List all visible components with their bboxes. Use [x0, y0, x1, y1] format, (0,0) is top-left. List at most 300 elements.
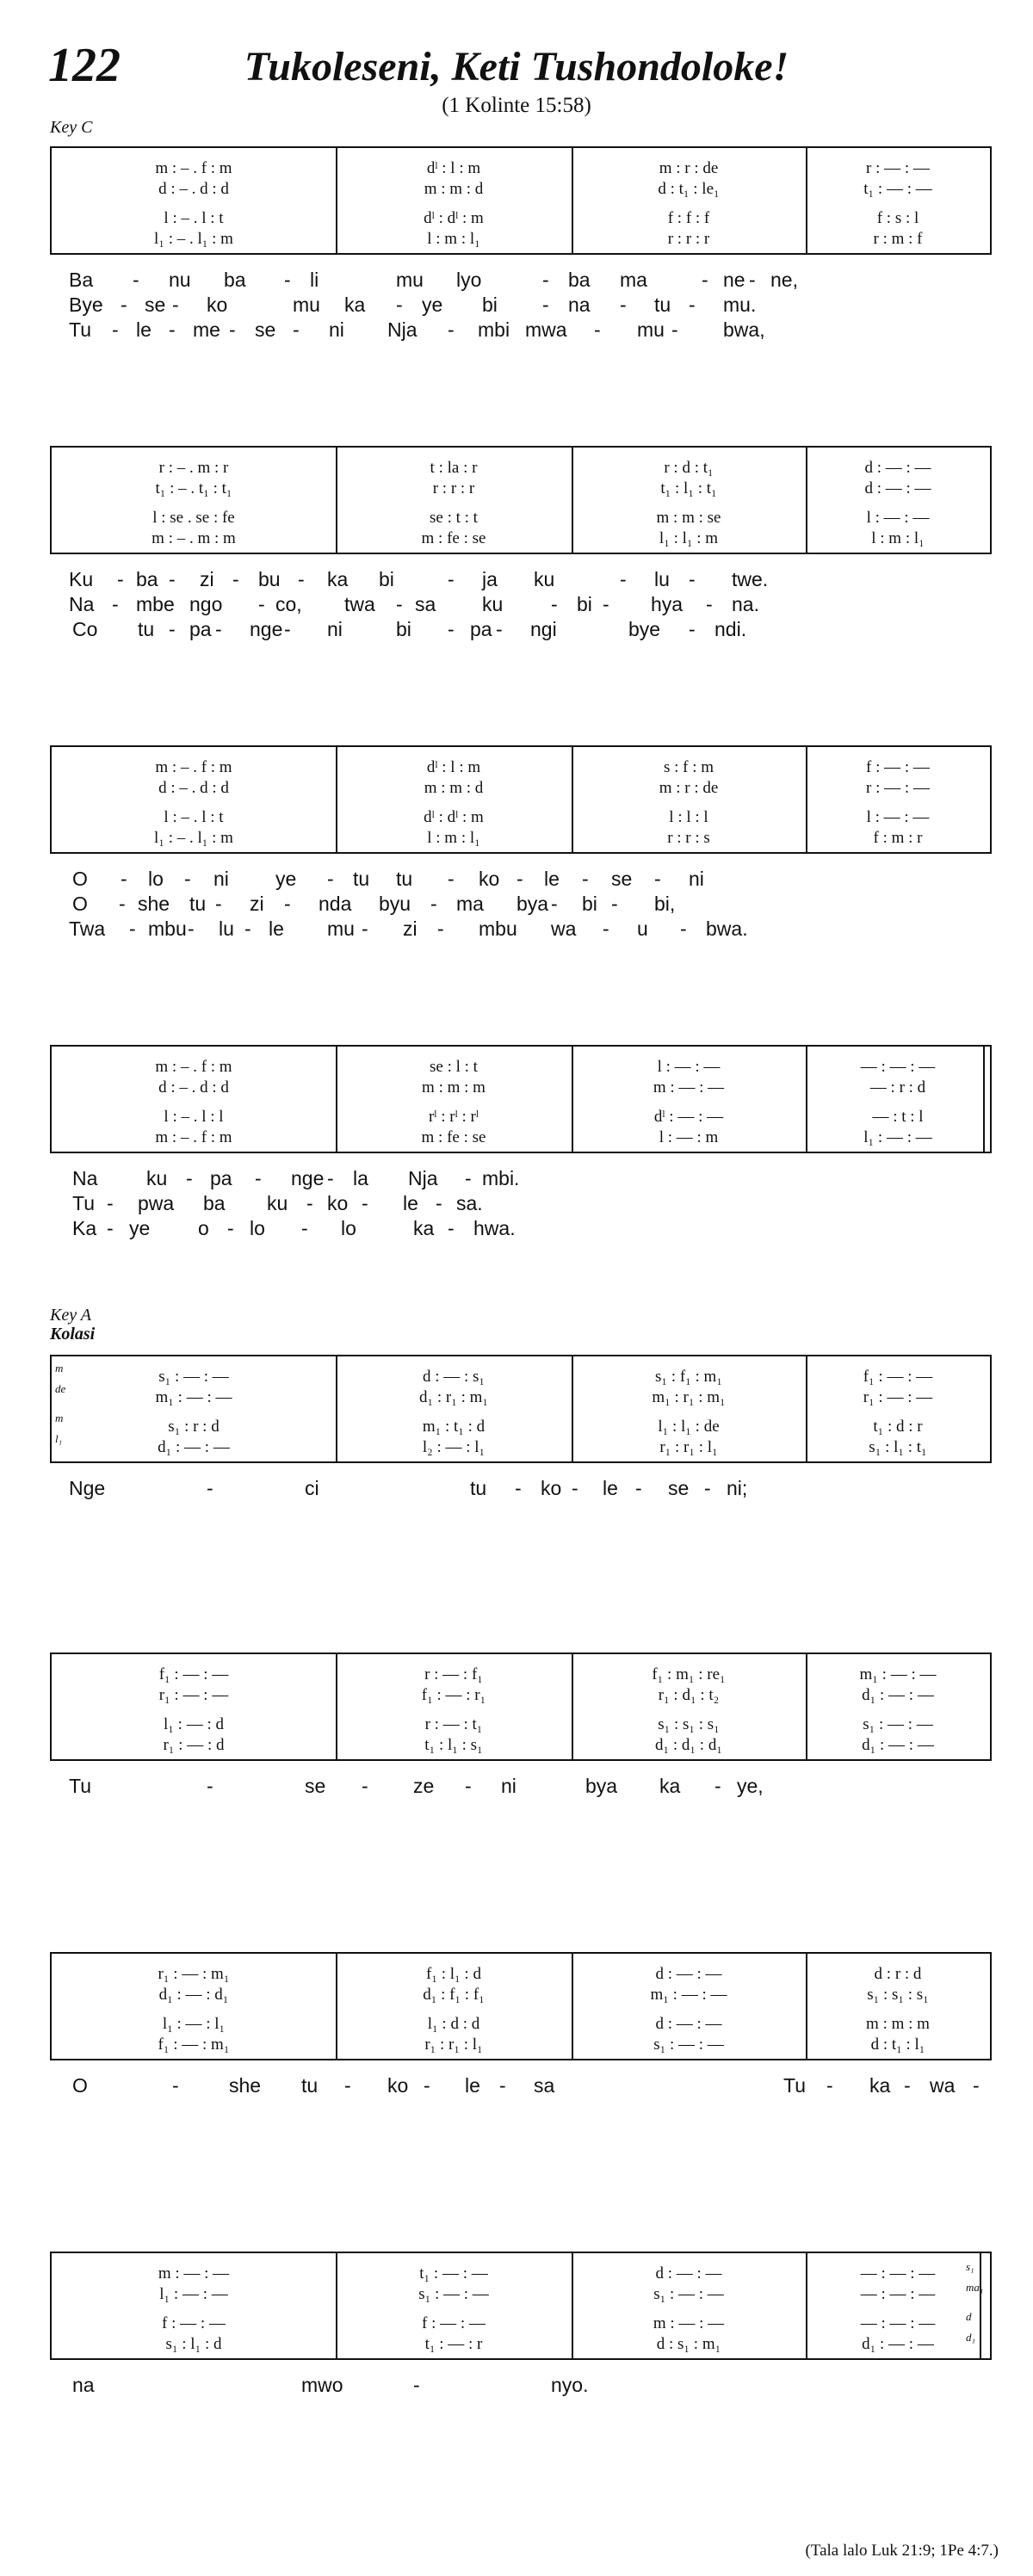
- lyric-syllable: le: [136, 318, 152, 341]
- measure-notes: r₁ : r₁ : l₁: [424, 2035, 483, 2054]
- lyric-syllable: mbu: [479, 917, 517, 940]
- lyric-line: [0, 1165, 1033, 1191]
- lyric-syllable: -: [551, 593, 558, 615]
- lyric-syllable: -: [362, 917, 368, 940]
- measure-notes: s₁ : l₁ : d: [165, 2335, 222, 2353]
- music-system-2: [50, 446, 992, 554]
- hymn-number: 122: [48, 39, 121, 92]
- lyric-line: [0, 317, 1033, 343]
- lyric-syllable: -: [227, 1217, 234, 1239]
- lyric-syllable: -: [184, 868, 191, 890]
- lyric-syllable: ni: [329, 318, 344, 341]
- measure-notes: d : — : s₁: [422, 1368, 486, 1386]
- measure-notes: f₁ : — : —: [158, 1665, 229, 1683]
- lyric-syllable: pwa: [138, 1192, 175, 1214]
- lyric-syllable: lo: [250, 1217, 265, 1239]
- lyric-syllable: mu.: [723, 293, 757, 316]
- lyric-syllable: -: [448, 1217, 455, 1239]
- lyric-syllable: -: [107, 1192, 114, 1214]
- measure-notes: s₁ : — : —: [653, 2285, 724, 2303]
- hymn-title: Tukoleseni, Keti Tushondoloke!: [244, 44, 789, 90]
- lyric-syllable: ba: [136, 568, 158, 590]
- lyric-syllable: -: [499, 2074, 506, 2097]
- measure-notes: d : — : —: [655, 2264, 722, 2283]
- measure-notes: s₁ : s₁ : s₁: [867, 1986, 929, 2004]
- measure-notes: — : — : —: [860, 1058, 936, 1076]
- lyric-syllable: -: [396, 593, 403, 615]
- measure-notes: r : — : f₁: [424, 1665, 483, 1683]
- scripture-reference: (1 Kolinte 15:58): [442, 94, 591, 117]
- lyric-syllable: ma: [456, 893, 484, 915]
- lyric-syllable: -: [448, 868, 455, 890]
- measure-notes: m₁ : r₁ : m₁: [652, 1388, 726, 1406]
- lyric-syllable: -: [496, 618, 503, 640]
- lyric-syllable: -: [186, 1167, 193, 1189]
- lyric-syllable: -: [430, 893, 437, 915]
- lyric-syllable: twe.: [732, 568, 769, 590]
- lyric-syllable: O: [72, 868, 88, 890]
- measure-notes: l₁ : d : d: [427, 2015, 480, 2033]
- lyric-line: [0, 1190, 1033, 1216]
- lyric-syllable: -: [255, 1167, 262, 1189]
- lyric-line: [0, 591, 1033, 617]
- measure-notes: f : m : r: [873, 829, 923, 847]
- measure-notes: m₁ : — : —: [650, 1986, 727, 2004]
- lyric-syllable: na.: [732, 593, 759, 615]
- measure-notes: m₁ : — : —: [155, 1388, 232, 1406]
- measure-notes: t₁ : l₁ : s₁: [424, 1736, 483, 1754]
- measure-notes: s₁ : — : —: [863, 1715, 933, 1733]
- measure-notes: l : — : m: [659, 1128, 719, 1146]
- lyric-syllable: tu: [654, 293, 671, 316]
- lyric-syllable: ba: [224, 269, 246, 291]
- lyric-syllable: -: [714, 1775, 721, 1797]
- lyric-syllable: -: [121, 293, 127, 316]
- modulation-label: de: [55, 1382, 66, 1395]
- measure-notes: s₁ : l₁ : t₁: [869, 1438, 927, 1456]
- lyric-syllable: ko: [479, 868, 500, 890]
- voice-part-4: [52, 1437, 990, 1458]
- lyric-syllable: le: [603, 1477, 618, 1499]
- lyric-syllable: -: [749, 269, 756, 291]
- measure-notes: d : t₁ : le₁: [658, 180, 720, 198]
- lyric-syllable: -: [551, 893, 558, 915]
- lyric-syllable: -: [172, 293, 179, 316]
- lyric-syllable: ni: [327, 618, 343, 640]
- measure-notes: r₁ : — : —: [158, 1686, 229, 1704]
- modulation-label: s₁: [966, 2260, 974, 2273]
- lyric-syllable: se: [611, 868, 633, 890]
- lyric-syllable: -: [448, 618, 455, 640]
- voice-part-3: [52, 1107, 990, 1127]
- lyric-syllable: Na: [72, 1167, 98, 1189]
- measure-notes: s₁ : — : —: [653, 2035, 724, 2054]
- measure-notes: d : – . d : d: [158, 180, 229, 198]
- lyric-line: [0, 616, 1033, 642]
- voice-part-1: [52, 458, 990, 479]
- lyric-line: [0, 566, 1033, 592]
- modulation-label: d: [966, 2310, 972, 2323]
- voice-part-1: [52, 2264, 990, 2284]
- music-system-5: [50, 1355, 992, 1463]
- lyric-syllable: hya: [651, 593, 684, 615]
- measure-notes: d : — : —: [655, 1965, 722, 1983]
- lyric-syllable: -: [117, 568, 124, 590]
- lyric-syllable: ni: [213, 868, 229, 890]
- lyric-syllable: -: [169, 568, 176, 590]
- voice-part-2: [52, 1685, 990, 1706]
- lyric-syllable: zi: [403, 917, 418, 940]
- measure-notes: l₁ : — : —: [159, 2285, 228, 2303]
- measure-notes: r : r : r: [432, 479, 475, 497]
- measure-notes: f : — : —: [866, 758, 930, 776]
- lyric-syllable: she: [138, 893, 170, 915]
- lyric-syllable: -: [284, 618, 291, 640]
- measure-notes: t₁ : — : —: [419, 2264, 488, 2283]
- lyric-syllable: -: [293, 318, 300, 341]
- measure-notes: d : t₁ : l₁: [870, 2035, 925, 2054]
- measure-notes: r : d : t₁: [664, 459, 714, 477]
- lyric-syllable: mu: [637, 318, 665, 341]
- voice-part-3: [52, 1714, 990, 1735]
- measure-notes: m : – . f : m: [155, 1128, 232, 1146]
- lyric-syllable: -: [706, 593, 713, 615]
- lyric-syllable: sa: [415, 593, 436, 615]
- voice-part-4: [52, 1735, 990, 1756]
- lyric-syllable: se: [305, 1775, 326, 1797]
- lyric-syllable: tu: [189, 893, 207, 915]
- lyric-syllable: zi: [200, 568, 214, 590]
- lyric-syllable: lu: [219, 917, 234, 940]
- modulation-label: m: [55, 1412, 64, 1424]
- lyric-syllable: -: [396, 293, 403, 316]
- lyric-syllable: Ku: [69, 568, 94, 590]
- lyric-syllable: ka: [413, 1217, 435, 1239]
- lyric-syllable: ko: [387, 2074, 409, 2097]
- lyric-syllable: nyo.: [551, 2374, 589, 2396]
- lyric-line: [0, 1475, 1033, 1501]
- lyric-syllable: tu: [470, 1477, 487, 1499]
- lyric-syllable: -: [680, 917, 687, 940]
- lyric-syllable: ni: [501, 1775, 516, 1797]
- measure-notes: l : se . se : fe: [152, 509, 235, 527]
- lyric-syllable: le: [269, 917, 284, 940]
- lyric-syllable: ze: [413, 1775, 435, 1797]
- lyric-syllable: ye: [422, 293, 443, 316]
- measure-notes: f₁ : — : —: [863, 1368, 933, 1386]
- measure-notes: — : — : —: [860, 2264, 936, 2283]
- lyric-syllable: mbi.: [482, 1167, 520, 1189]
- lyric-syllable: ka: [327, 568, 349, 590]
- measure-notes: r : m : f: [873, 230, 923, 248]
- measure-notes: t₁ : – . t₁ : t₁: [155, 479, 232, 497]
- voice-part-1: [52, 158, 990, 179]
- lyric-syllable: -: [448, 568, 455, 590]
- lyric-syllable: mu: [327, 917, 355, 940]
- measure-notes: l : m : l₁: [427, 829, 480, 847]
- lyric-syllable: na: [568, 293, 591, 316]
- measure-notes: d : — : —: [864, 459, 931, 477]
- lyric-line: [0, 916, 1033, 942]
- measure-notes: se : l : t: [430, 1058, 478, 1076]
- lyric-syllable: -: [232, 568, 239, 590]
- lyric-syllable: se: [668, 1477, 690, 1499]
- measure-notes: m : – . f : m: [155, 758, 232, 776]
- lyric-syllable: twa: [344, 593, 375, 615]
- lyric-syllable: Twa: [69, 917, 106, 940]
- measure-notes: r₁ : — : —: [863, 1388, 933, 1406]
- measure-notes: d₁ : d₁ : d₁: [655, 1736, 722, 1754]
- lyric-syllable: li: [310, 269, 319, 291]
- measure-notes: m : m : m: [422, 1078, 486, 1096]
- measure-notes: d : — : —: [864, 479, 931, 497]
- measure-notes: l₁ : – . l₁ : m: [154, 230, 233, 248]
- lyric-syllable: me: [193, 318, 220, 341]
- lyric-syllable: Tu: [69, 1775, 91, 1797]
- measure-notes: rˡ : rˡ : rˡ: [428, 1108, 479, 1126]
- lyric-syllable: -: [603, 917, 609, 940]
- lyric-syllable: ka: [659, 1775, 681, 1797]
- lyric-syllable: -: [284, 269, 291, 291]
- measure-notes: l₁ : l₁ : m: [659, 529, 719, 547]
- lyric-syllable: wa: [551, 917, 577, 940]
- measure-notes: dˡ : l : m: [426, 758, 481, 776]
- lyric-syllable: mu: [293, 293, 320, 316]
- lyric-syllable: Ka: [72, 1217, 97, 1239]
- measure-notes: — : — : —: [860, 2285, 936, 2303]
- lyric-syllable: mu: [396, 269, 424, 291]
- measure-notes: m : fe : se: [421, 529, 486, 547]
- lyric-syllable: -: [284, 893, 291, 915]
- lyric-syllable: ku: [534, 568, 555, 590]
- measure-notes: d : — : —: [655, 2015, 722, 2033]
- measure-notes: r₁ : r₁ : l₁: [659, 1438, 718, 1456]
- lyric-syllable: nge: [291, 1167, 325, 1189]
- lyric-syllable: Tu: [69, 318, 91, 341]
- voice-part-4: [52, 528, 990, 549]
- music-system-4: [50, 1045, 992, 1153]
- lyric-syllable: -: [258, 593, 265, 615]
- lyric-syllable: Na: [69, 593, 95, 615]
- lyric-syllable: le: [403, 1192, 418, 1214]
- lyric-syllable: tu: [301, 2074, 319, 2097]
- lyric-syllable: -: [515, 1477, 522, 1499]
- voice-part-3: [52, 807, 990, 828]
- lyric-syllable: -: [229, 318, 236, 341]
- chorus-label: Kolasi: [50, 1325, 96, 1344]
- measure-notes: m : — : —: [653, 2314, 725, 2332]
- lyric-syllable: -: [671, 318, 678, 341]
- modulation-label: l₁: [55, 1432, 63, 1445]
- measure-notes: r : r : r: [667, 230, 710, 248]
- lyric-syllable: -: [437, 917, 444, 940]
- modulation-label: d₁: [966, 2331, 976, 2344]
- lyric-syllable: nda: [319, 893, 352, 915]
- lyric-syllable: bwa,: [723, 318, 765, 341]
- lyric-syllable: bi: [577, 593, 592, 615]
- lyric-syllable: pa: [470, 618, 492, 640]
- lyric-syllable: bya: [585, 1775, 618, 1797]
- measure-notes: d₁ : — : —: [158, 1438, 230, 1456]
- lyric-syllable: -: [362, 1775, 368, 1797]
- lyric-syllable: -: [112, 318, 119, 341]
- measure-notes: m : – . f : m: [155, 1058, 232, 1076]
- lyric-syllable: -: [572, 1477, 578, 1499]
- lyric-syllable: zi: [250, 893, 264, 915]
- lyric-syllable: -: [635, 1477, 642, 1499]
- voice-part-4: [52, 828, 990, 849]
- measure-notes: f : — : —: [162, 2314, 226, 2332]
- voice-part-3: [52, 508, 990, 528]
- measure-notes: t : la : r: [430, 459, 478, 477]
- measure-notes: m : – . m : m: [152, 529, 236, 547]
- lyric-syllable: -: [119, 893, 126, 915]
- lyric-syllable: -: [582, 868, 589, 890]
- lyric-syllable: -: [172, 2074, 179, 2097]
- lyric-line: [0, 2372, 1033, 2398]
- measure-notes: f : f : f: [667, 209, 710, 227]
- modulation-label: m: [55, 1362, 64, 1374]
- lyric-syllable: -: [542, 293, 549, 316]
- lyric-syllable: -: [516, 868, 523, 890]
- voice-part-2: [52, 1387, 990, 1408]
- lyric-syllable: -: [436, 1192, 442, 1214]
- lyric-syllable: -: [448, 318, 455, 341]
- lyric-syllable: O: [72, 893, 88, 915]
- measure-notes: l : — : —: [657, 1058, 721, 1076]
- lyric-syllable: lu: [654, 568, 670, 590]
- measure-notes: — : r : d: [869, 1078, 926, 1096]
- lyric-syllable: mwa: [525, 318, 567, 341]
- measure-notes: m₁ : t₁ : d: [422, 1418, 486, 1436]
- measure-notes: d : s₁ : m₁: [656, 2335, 721, 2353]
- lyric-syllable: Co: [72, 618, 98, 640]
- lyric-syllable: ye: [129, 1217, 151, 1239]
- measure-notes: s₁ : — : —: [418, 2285, 489, 2303]
- measure-notes: r : — : —: [866, 159, 930, 177]
- verse-key-label: Key C: [50, 118, 93, 137]
- measure-notes: m : – . f : m: [155, 159, 232, 177]
- lyric-syllable: ne: [723, 269, 745, 291]
- lyric-syllable: -: [362, 1192, 368, 1214]
- measure-notes: r : — : t₁: [424, 1715, 483, 1733]
- lyric-syllable: -: [215, 893, 222, 915]
- lyric-syllable: ko: [207, 293, 228, 316]
- measure-notes: s₁ : r : d: [168, 1418, 220, 1436]
- lyric-syllable: -: [594, 318, 601, 341]
- lyric-syllable: -: [654, 868, 661, 890]
- lyric-syllable: bi,: [654, 893, 676, 915]
- lyric-syllable: bu: [258, 568, 281, 590]
- music-system-3: [50, 745, 992, 854]
- lyric-syllable: mbu: [148, 917, 187, 940]
- measure-notes: d : r : d: [874, 1965, 922, 1983]
- voice-part-3: [52, 208, 990, 229]
- lyric-line: [0, 267, 1033, 293]
- voice-part-2: [52, 778, 990, 799]
- lyric-syllable: Tu: [783, 2074, 806, 2097]
- measure-notes: r : — : —: [866, 779, 930, 797]
- lyric-syllable: -: [465, 1775, 472, 1797]
- measure-notes: s : f : m: [663, 758, 714, 776]
- measure-notes: m : m : d: [424, 180, 484, 198]
- voice-part-3: [52, 2313, 990, 2334]
- lyric-syllable: -: [465, 1167, 472, 1189]
- lyric-syllable: -: [306, 1192, 313, 1214]
- lyric-syllable: -: [169, 318, 176, 341]
- lyric-syllable: -: [826, 2074, 833, 2097]
- lyric-syllable: ka: [344, 293, 366, 316]
- lyric-syllable: pa: [210, 1167, 232, 1189]
- lyric-syllable: -: [603, 593, 609, 615]
- measure-notes: f₁ : — : m₁: [158, 2035, 230, 2054]
- lyric-syllable: -: [207, 1477, 213, 1499]
- lyric-syllable: O: [72, 2074, 88, 2097]
- voice-part-1: [52, 757, 990, 778]
- lyric-syllable: bi: [482, 293, 498, 316]
- lyric-syllable: -: [689, 293, 696, 316]
- lyric-syllable: nge: [250, 618, 283, 640]
- music-system-7: [50, 1952, 992, 2060]
- measure-notes: m : m : m: [866, 2015, 930, 2033]
- lyric-syllable: hwa.: [473, 1217, 516, 1239]
- lyric-syllable: bi: [396, 618, 411, 640]
- lyric-syllable: -: [133, 269, 139, 291]
- lyric-line: [0, 292, 1033, 318]
- voice-part-2: [52, 1985, 990, 2005]
- measure-notes: t₁ : — : —: [863, 180, 932, 198]
- voice-part-2: [52, 179, 990, 200]
- lyric-syllable: -: [301, 1217, 308, 1239]
- lyric-syllable: -: [424, 2074, 430, 2097]
- voice-part-4: [52, 229, 990, 250]
- lyric-syllable: ye,: [737, 1775, 764, 1797]
- voice-part-4: [52, 2334, 990, 2355]
- measure-notes: s₁ : s₁ : s₁: [658, 1715, 720, 1733]
- voice-part-1: [52, 1367, 990, 1387]
- lyric-syllable: -: [413, 2374, 420, 2396]
- measure-notes: l : — : —: [866, 808, 930, 826]
- lyric-syllable: ne,: [770, 269, 798, 291]
- music-system-8: [50, 2252, 992, 2360]
- measure-notes: dˡ : dˡ : m: [424, 808, 484, 826]
- lyric-line: [0, 1773, 1033, 1799]
- lyric-syllable: -: [620, 293, 627, 316]
- lyric-syllable: tu: [396, 868, 413, 890]
- lyric-syllable: na: [72, 2374, 95, 2396]
- lyric-syllable: o: [198, 1217, 209, 1239]
- lyric-syllable: Nja: [408, 1167, 438, 1189]
- lyric-syllable: ku: [482, 593, 504, 615]
- measure-notes: dˡ : dˡ : m: [424, 209, 484, 227]
- music-system-1: [50, 146, 992, 255]
- measure-notes: l₁ : – . l₁ : m: [154, 829, 233, 847]
- measure-notes: d₁ : — : —: [862, 1736, 934, 1754]
- lyric-syllable: se: [255, 318, 276, 341]
- voice-part-4: [52, 1127, 990, 1148]
- lyric-syllable: byu: [379, 893, 411, 915]
- lyric-syllable: ku: [267, 1192, 288, 1214]
- measure-notes: f : s : l: [876, 209, 919, 227]
- lyric-syllable: Tu: [72, 1192, 95, 1214]
- measure-notes: m : — : —: [158, 2264, 230, 2283]
- lyric-syllable: bi: [379, 568, 394, 590]
- lyric-syllable: Ba: [69, 269, 94, 291]
- lyric-syllable: ja: [482, 568, 498, 590]
- lyric-syllable: ci: [305, 1477, 319, 1499]
- measure-notes: r₁ : d₁ : t₂: [658, 1686, 720, 1704]
- measure-notes: l₁ : — : d: [164, 1715, 224, 1733]
